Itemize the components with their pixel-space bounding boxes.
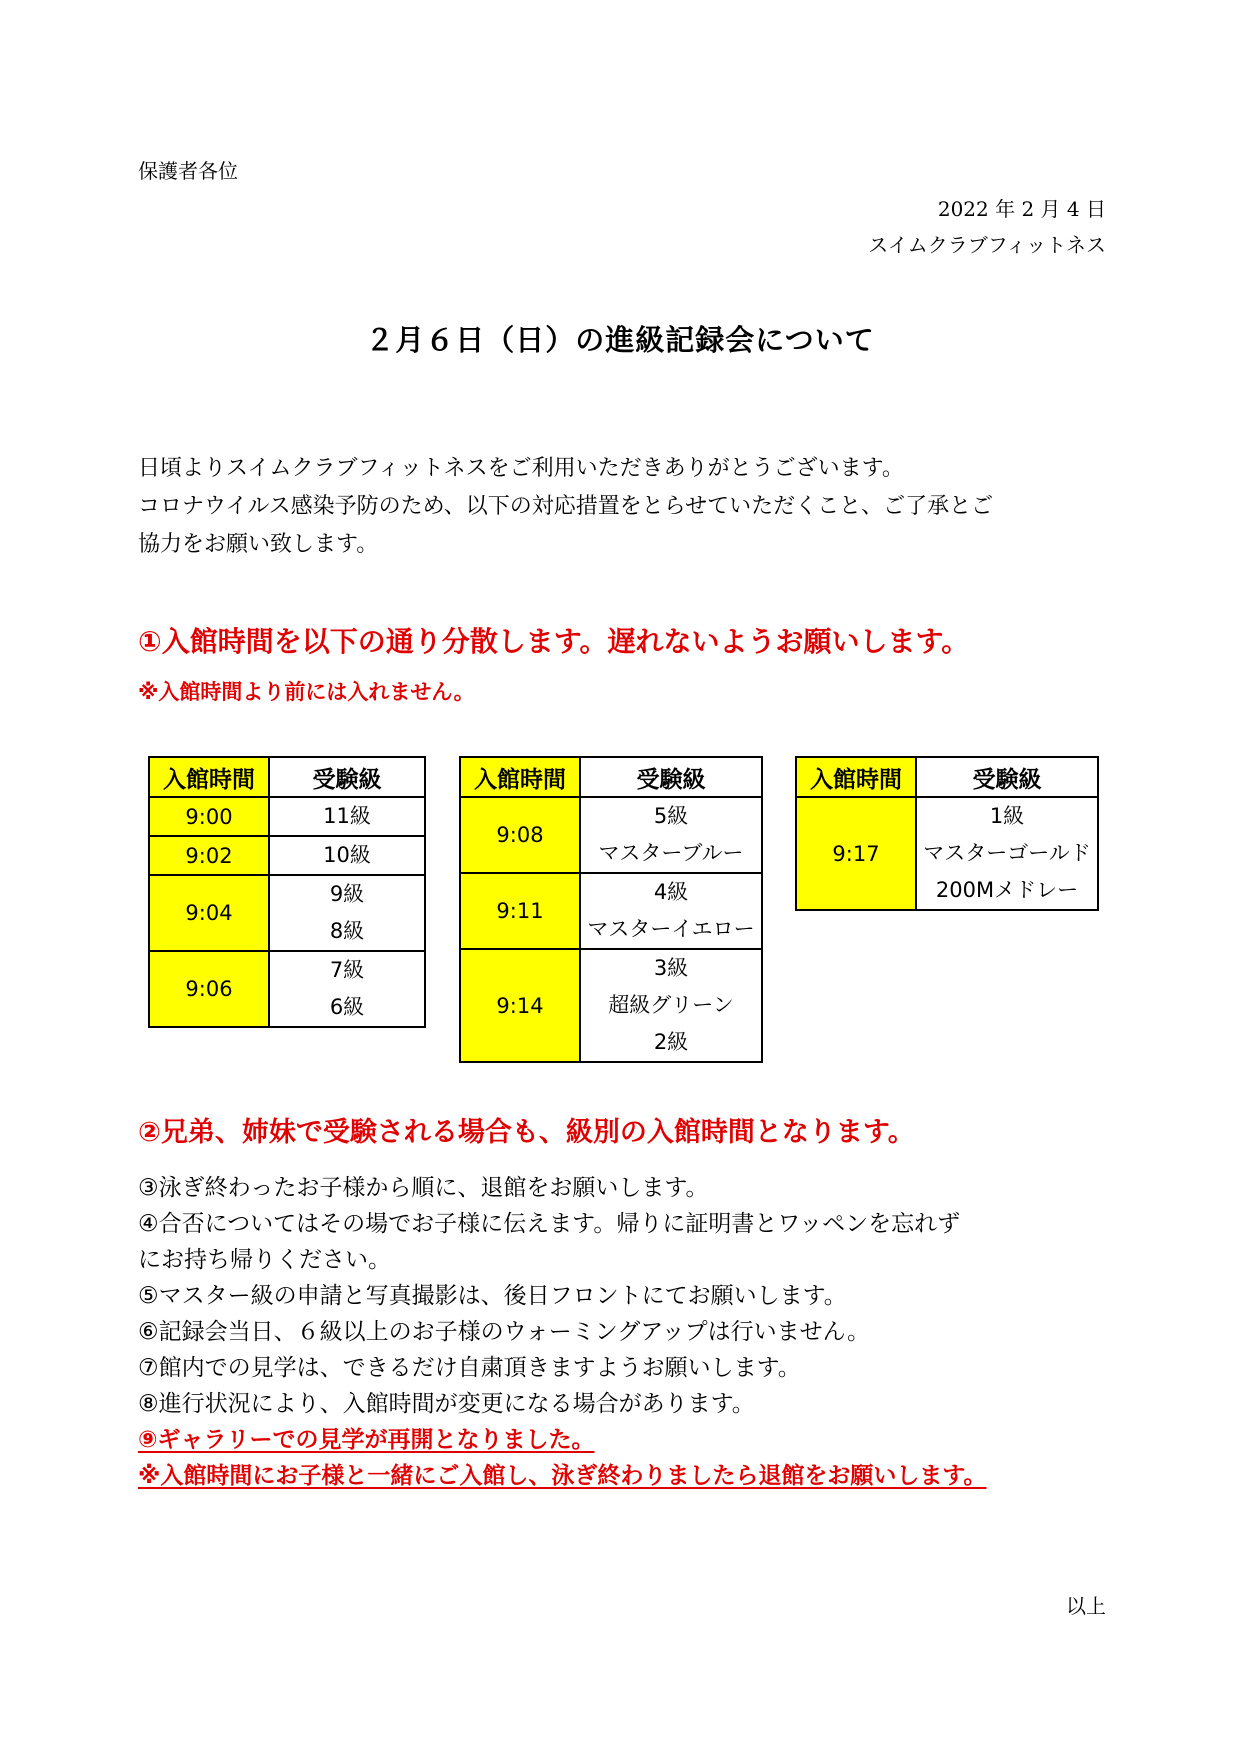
rule-item: ④合否についてはその場でお子様に伝えます。帰りに証明書とワッペンを忘れず [138, 1211, 961, 1237]
grade-cell [580, 949, 762, 1062]
grade-label: 2級 [653, 1030, 689, 1054]
rule-item: にお持ち帰りください。 [138, 1247, 391, 1273]
header-time: 入館時間 [460, 757, 580, 797]
addressee: 保護者各位 [138, 159, 238, 183]
grade-cell [580, 873, 762, 949]
table-row [460, 873, 762, 949]
rules-list [138, 1170, 1128, 1494]
section2-heading: ②兄弟、姉妹で受験される場合も、級別の入館時間となります。 [138, 1117, 915, 1148]
grade-label: マスターゴールド [923, 841, 1091, 865]
grade-cell [269, 875, 425, 951]
closing-mark: 以上 [1066, 1594, 1106, 1618]
intro-paragraph [138, 450, 1118, 564]
section1-heading: ①入館時間を以下の通り分散します。遅れないようお願いします。 [138, 625, 970, 658]
rule-item: ⑧進行状況により、入館時間が変更になる場合があります。 [138, 1391, 755, 1417]
grade-label: 3級 [653, 956, 689, 980]
grade-label: 4級 [653, 880, 689, 904]
table-header-row [796, 757, 1098, 797]
grade-label: 5級 [653, 804, 689, 828]
grade-cell [580, 797, 762, 873]
entry-time-cell: 9:11 [460, 873, 580, 949]
intro-line: 日頃よりスイムクラブフィットネスをご利用いただきありがとうございます。 [138, 456, 904, 481]
table-row [460, 949, 762, 1062]
table-row [796, 797, 1098, 910]
entry-time-cell: 9:00 [149, 797, 269, 836]
intro-line: コロナウイルス感染予防のため、以下の対応措置をとらせていただくこと、ご了承とご [138, 494, 994, 519]
grade-label: 9級 [329, 882, 365, 906]
schedule-table-3 [795, 756, 1099, 911]
rule-item-highlight: ※入館時間にお子様と一緒にご入館し、泳ぎ終わりましたら退館をお願いします。 [138, 1463, 987, 1489]
organization-name: スイムクラブフィットネス [868, 233, 1106, 257]
document-title: ２月６日（日）の進級記録会について [365, 323, 875, 357]
header-time: 入館時間 [149, 757, 269, 797]
entry-time-cell: 9:04 [149, 875, 269, 951]
grade-label: 11級 [323, 804, 371, 828]
grade-label: 8級 [329, 919, 365, 943]
grade-cell [269, 797, 425, 836]
entry-time-cell: 9:17 [796, 797, 916, 910]
header-grade: 受験級 [269, 757, 425, 797]
grade-label: マスターイエロー [587, 917, 755, 941]
grade-cell [916, 797, 1098, 910]
grade-label: 1級 [989, 804, 1025, 828]
header-time: 入館時間 [796, 757, 916, 797]
grade-label: 10級 [323, 843, 371, 867]
table-row [149, 875, 425, 951]
rule-item: ⑥記録会当日、６級以上のお子様のウォーミングアップは行いません。 [138, 1319, 871, 1345]
rule-item-highlight: ⑨ギャラリーでの見学が再開となりました。 [138, 1427, 595, 1453]
grade-label: 6級 [329, 995, 365, 1019]
entry-time-cell: 9:14 [460, 949, 580, 1062]
entry-time-cell: 9:02 [149, 836, 269, 875]
header-grade: 受験級 [580, 757, 762, 797]
rule-item: ③泳ぎ終わったお子様から順に、退館をお願いします。 [138, 1175, 709, 1201]
grade-label: マスターブルー [598, 841, 744, 865]
rule-item: ⑦館内での見学は、できるだけ自粛頂きますようお願いします。 [138, 1355, 801, 1381]
table-row [149, 836, 425, 875]
rule-item: ⑤マスター級の申請と写真撮影は、後日フロントにてお願いします。 [138, 1283, 847, 1309]
header-grade: 受験級 [916, 757, 1098, 797]
grade-cell [269, 951, 425, 1027]
section1-note: ※入館時間より前には入れません。 [138, 680, 475, 704]
entry-time-cell: 9:06 [149, 951, 269, 1027]
schedule-table-2 [459, 756, 763, 1063]
entry-time-cell: 9:08 [460, 797, 580, 873]
schedule-table-1 [148, 756, 426, 1028]
table-header-row [149, 757, 425, 797]
grade-label: 7級 [329, 958, 365, 982]
table-row [149, 951, 425, 1027]
grade-label: 超級グリーン [608, 993, 734, 1017]
grade-cell [269, 836, 425, 875]
table-row [460, 797, 762, 873]
document-date: 2022 年 2 月 4 日 [937, 197, 1106, 221]
table-header-row [460, 757, 762, 797]
table-row [149, 797, 425, 836]
grade-label: 200Mメドレー [935, 878, 1079, 902]
intro-line: 協力をお願い致します。 [138, 532, 379, 557]
